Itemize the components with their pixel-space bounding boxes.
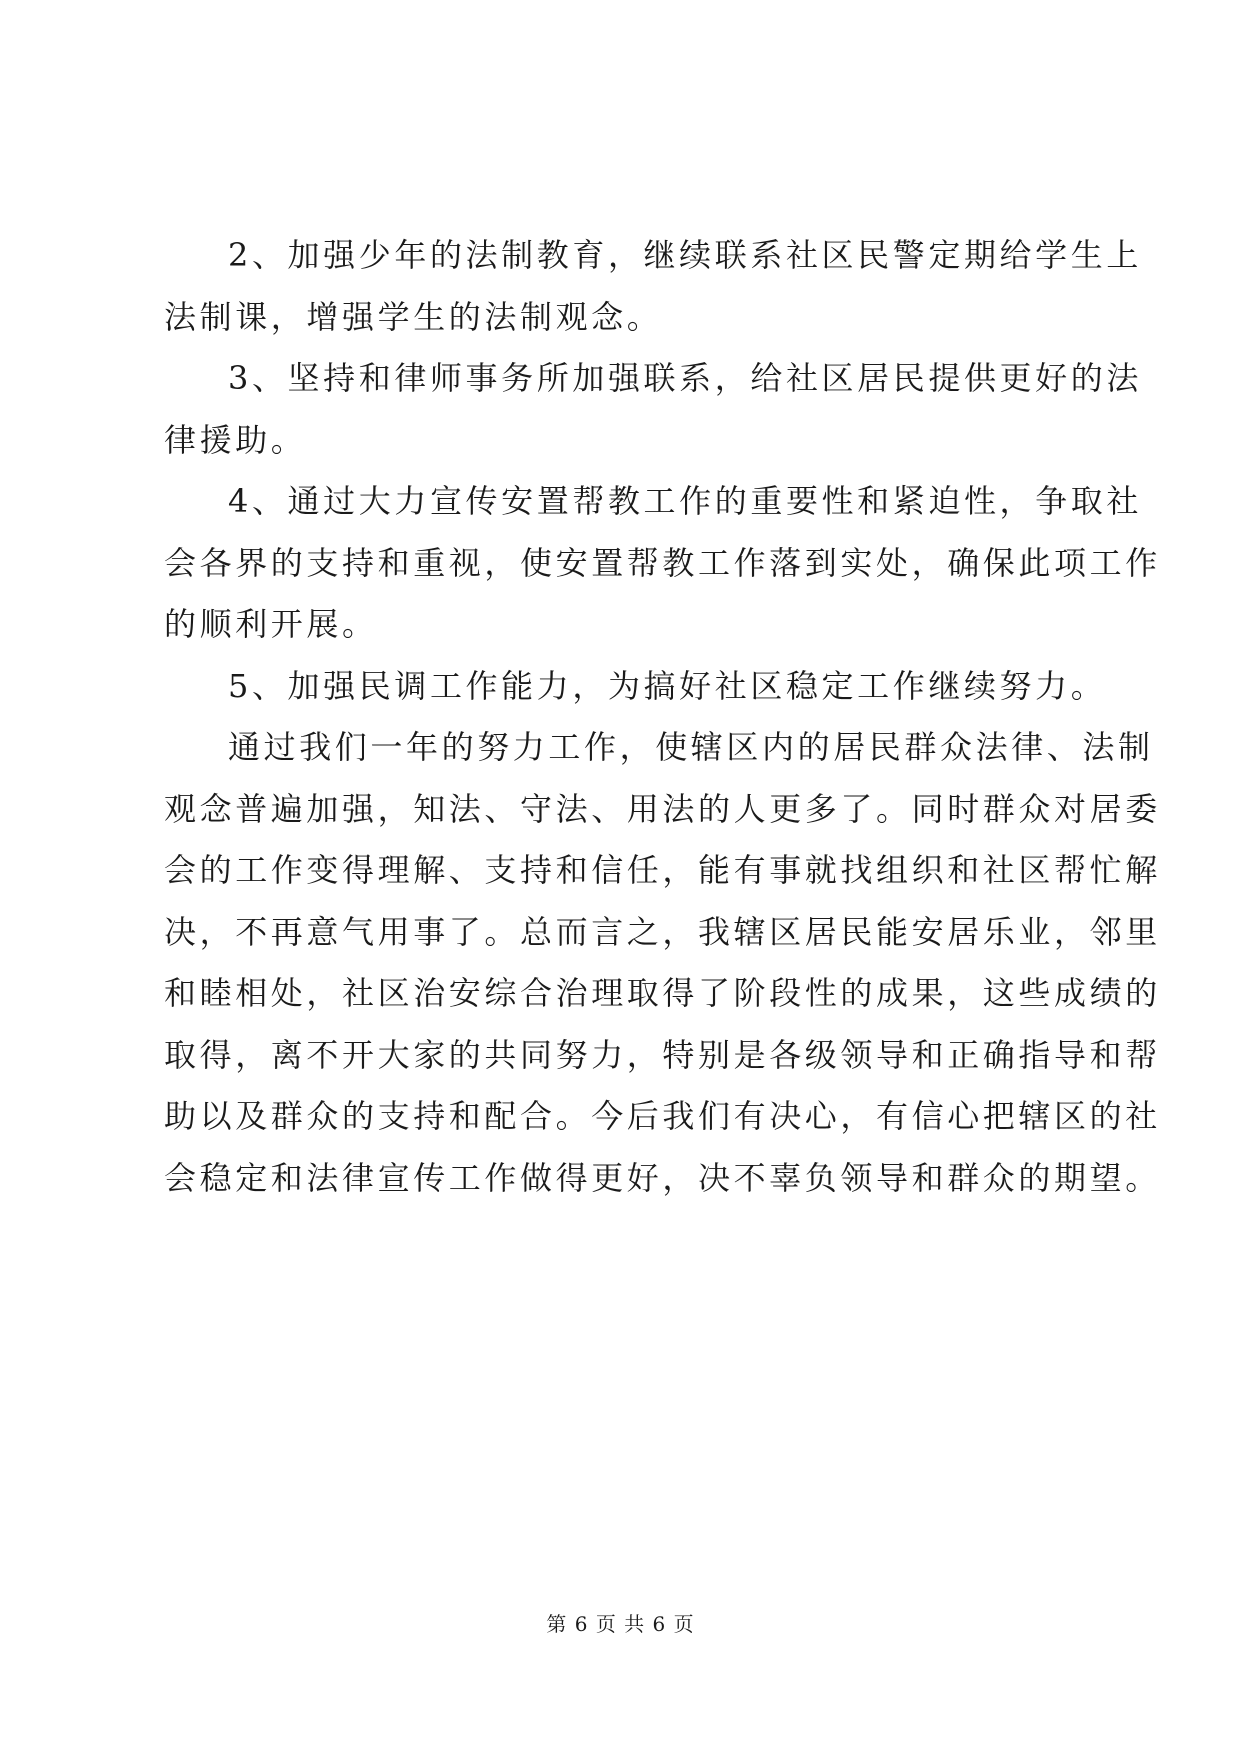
text-line: 助以及群众的支持和配合。今后我们有决心，有信心把辖区的社 [164,1097,1161,1135]
text-line: 通过我们一年的努力工作，使辖区内的居民群众法律、法制 [228,728,1154,766]
text-line: 决，不再意气用事了。总而言之，我辖区居民能安居乐业，邻里 [164,912,1161,951]
paragraph-item-5 [164,656,1107,718]
paragraph-item-2 [164,225,1142,348]
text-line: 观念普遍加强，知法、守法、用法的人更多了。同时群众对居委 [164,789,1161,828]
document-body [164,225,1161,1209]
paragraph-summary [164,717,1161,1209]
paragraph-item-3 [164,348,1142,471]
text-line: 5、加强民调工作能力，为搞好社区稳定工作继续努力。 [228,666,1107,705]
text-line: 律援助。 [164,420,307,459]
text-line: 3、坚持和律师事务所加强联系，给社区居民提供更好的法 [228,359,1142,397]
text-line: 取得，离不开大家的共同努力，特别是各级领导和正确指导和帮 [164,1035,1161,1074]
text-line: 2、加强少年的法制教育，继续联系社区民警定期给学生上 [228,236,1142,274]
page-number-footer: 第 6 页 共 6 页 [546,1612,695,1636]
text-line: 会各界的支持和重视，使安置帮教工作落到实处，确保此项工作 [164,543,1161,582]
text-line: 4、通过大力宣传安置帮教工作的重要性和紧迫性，争取社 [228,482,1142,520]
text-line: 法制课，增强学生的法制观念。 [164,297,663,336]
paragraph-item-4 [164,471,1161,656]
text-line: 的顺利开展。 [164,605,378,643]
text-line: 和睦相处，社区治安综合治理取得了阶段性的成果，这些成绩的 [164,974,1161,1012]
text-line: 会稳定和法律宣传工作做得更好，决不辜负领导和群众的期望。 [164,1158,1161,1197]
text-line: 会的工作变得理解、支持和信任，能有事就找组织和社区帮忙解 [164,851,1161,889]
